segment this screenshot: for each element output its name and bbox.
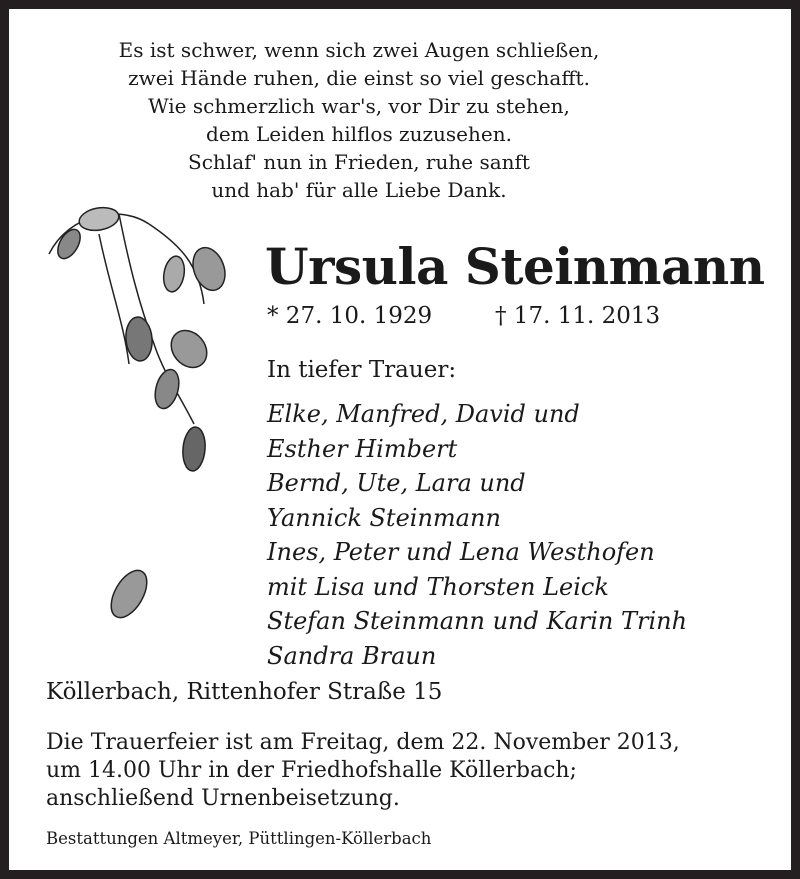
leaf-icon [124,316,154,362]
leaf-icon [161,255,187,294]
obituary-notice [9,9,791,870]
life-dates [267,303,661,329]
poem-line: Schlaf' nun in Frieden, ruhe sanft [188,150,530,174]
mourner-line: Elke, Manfred, David und [267,400,580,428]
leaf-icon [77,205,120,234]
poem [9,36,709,204]
ceremony-line: Die Trauerfeier ist am Freitag, dem 22. November 2013, [46,730,680,755]
funeral-home: Bestattungen Altmeyer, Püttlingen-Köllerbach [46,829,432,848]
birch-leaves-illustration [29,194,249,654]
poem-line: dem Leiden hilflos zuzusehen. [206,122,512,146]
birth-date: * 27. 10. 1929 [267,303,433,329]
leaf-icon [187,243,230,295]
mourner-line: Esther Himbert [267,434,458,463]
poem-line: Es ist schwer, wenn sich zwei Augen schließen, [118,38,600,62]
address: Köllerbach, Rittenhofer Straße 15 [46,679,443,705]
mourner-line: Stefan Steinmann und Karin Trinh [267,607,688,635]
mourner-line: Yannick Steinmann [267,503,501,532]
poem-line: Wie schmerzlich war's, vor Dir zu stehen, [148,94,570,118]
poem-line: und hab' für alle Liebe Dank. [211,178,507,202]
mourning-intro: In tiefer Trauer: [267,357,457,383]
poem-line: zwei Hände ruhen, die einst so viel geschafft. [128,66,590,90]
mourner-line: Sandra Braun [267,641,437,670]
mourner-line: mit Lisa und Thorsten Leick [267,572,609,601]
mourner-line: Ines, Peter und Lena Westhofen [267,538,655,566]
mourner-line: Bernd, Ute, Lara und [267,469,526,497]
ceremony-info [46,729,680,813]
ceremony-line: anschließend Urnenbeisetzung. [46,786,400,811]
leaf-icon [151,367,183,411]
leaf-icon [53,226,85,263]
ceremony-line: um 14.00 Uhr in der Friedhofshalle Köllerbach; [46,758,577,783]
leaf-icon [164,323,214,374]
leaf-icon [181,426,207,472]
mourners-list [267,397,687,673]
deceased-name: Ursula Steinmann [265,237,765,296]
death-date: † 17. 11. 2013 [495,303,661,329]
leaf-icon [104,564,154,623]
